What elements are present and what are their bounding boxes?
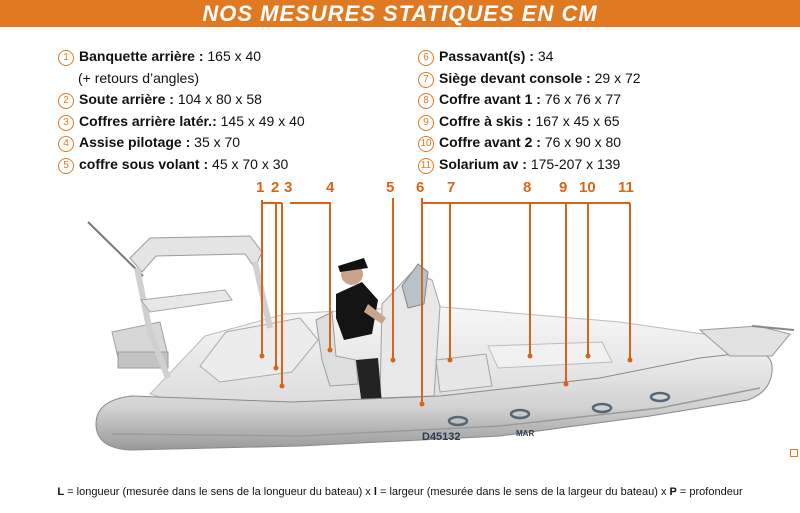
marker-1: 1	[256, 179, 265, 196]
measure-number: 4	[58, 136, 74, 152]
corner-mark	[790, 449, 798, 457]
measure-number: 9	[418, 115, 434, 131]
measure-number: 8	[418, 93, 434, 109]
measure-value: 76 x 90 x 80	[544, 134, 622, 151]
measure-value: 165 x 40	[207, 48, 262, 64]
measure-label: Coffre à skis :	[439, 112, 532, 129]
hull-brand-logo: MAR	[516, 429, 535, 438]
measure-value: 175-207 x 139	[530, 155, 621, 172]
legend-key-l: L	[57, 486, 65, 498]
measure-value: 167 x 45 x 65	[535, 112, 620, 129]
marker-7: 7	[447, 179, 456, 196]
measure-number: 6	[418, 50, 434, 66]
measure-item-1-note: (+ retours d’angles)	[78, 69, 200, 86]
legend-key-w: l	[373, 486, 377, 498]
measure-number: 5	[58, 158, 74, 174]
console-front-seat	[436, 354, 492, 392]
measure-number: 2	[58, 93, 74, 109]
measure-value: 29 x 72	[594, 69, 641, 86]
legend-key-p: P	[669, 486, 677, 498]
measure-number: 11	[418, 158, 434, 174]
measure-value: 76 x 76 x 77	[544, 91, 622, 108]
measure-value: 35 x 70	[194, 134, 241, 151]
marker-6: 6	[416, 179, 425, 196]
legend-text-length: = longueur (mesurée dans le sens de la longueur du bateau) x	[64, 486, 374, 498]
measure-number: 7	[418, 72, 434, 88]
measure-value: 145 x 49 x 40	[220, 112, 305, 129]
page-title: NOS MESURES STATIQUES EN CM	[202, 1, 598, 26]
measure-number: 10	[418, 136, 434, 152]
measure-label: Passavant(s) :	[439, 48, 534, 64]
antenna	[88, 222, 143, 276]
measure-label: Solarium av :	[439, 155, 527, 172]
measure-label: Siège devant console :	[439, 69, 591, 86]
measure-label: coffre sous volant :	[79, 155, 209, 172]
measure-value: 45 x 70 x 30	[212, 155, 289, 172]
marker-9: 9	[559, 179, 568, 196]
measure-label: Assise pilotage :	[79, 134, 191, 151]
marker-8: 8	[523, 179, 532, 196]
measure-value: 34	[537, 48, 554, 64]
center-console	[380, 264, 440, 398]
measure-value: 104 x 80 x 58	[177, 91, 262, 108]
marker-11: 11	[618, 179, 634, 196]
legend-text-depth: = profondeur	[676, 486, 743, 498]
measure-label: Coffres arrière latér.:	[79, 112, 217, 129]
legend-footnote	[0, 486, 800, 498]
measure-number: 1	[58, 50, 74, 66]
measure-label: Coffre avant 2 :	[439, 134, 541, 151]
measure-label: Soute arrière :	[79, 91, 174, 108]
marker-5: 5	[386, 179, 395, 196]
measure-label: Banquette arrière :	[79, 48, 204, 64]
marker-3: 3	[284, 179, 293, 196]
marker-4: 4	[326, 179, 335, 196]
registration-number: D45132	[422, 431, 461, 443]
legend-text-width: = largeur (mesurée dans le sens de la largeur du bateau) x	[376, 486, 670, 498]
marker-2: 2	[271, 179, 280, 196]
measure-label: Coffre avant 1 :	[439, 91, 541, 108]
marker-10: 10	[579, 179, 596, 196]
measure-number: 3	[58, 115, 74, 131]
